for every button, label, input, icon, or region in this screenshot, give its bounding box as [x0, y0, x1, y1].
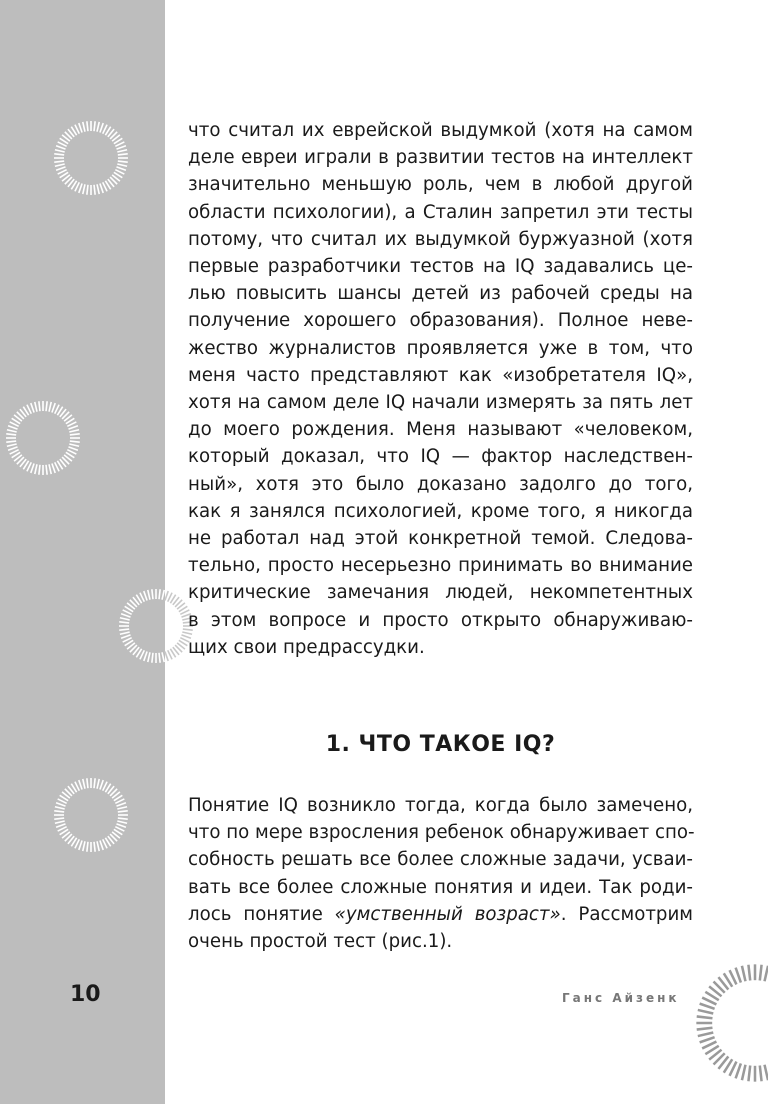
- ring-tick: [56, 167, 65, 170]
- p2-line5-post: . Рассмотрим: [560, 903, 693, 925]
- ring-tick: [46, 401, 47, 411]
- ring-decoration-4: [50, 774, 132, 856]
- p1-line: жество журналистов проявляется уже в том, что: [188, 337, 693, 359]
- ring-tick: [39, 465, 40, 475]
- p1-line: который доказал, что IQ — фактор наследствен-: [188, 446, 693, 468]
- p1-line: первые разработчики тестов на IQ задавались це-: [188, 256, 693, 278]
- paragraph-2: [188, 792, 693, 955]
- ring-tick: [119, 622, 129, 623]
- ring-tick: [83, 122, 85, 132]
- page-number: 10: [70, 982, 101, 1007]
- ring-tick: [100, 123, 103, 132]
- ring-tick: [742, 1065, 746, 1080]
- ring-tick: [94, 185, 95, 195]
- ring-tick: [35, 464, 37, 474]
- ring-tick: [97, 779, 99, 789]
- ring-tick: [69, 444, 79, 446]
- ring-tick: [56, 803, 65, 806]
- ring-tick: [55, 821, 65, 823]
- p1-line: тельно, просто несерьезно принимать во внимание: [188, 555, 693, 577]
- ring-tick: [100, 780, 103, 789]
- ring-tick: [117, 164, 127, 166]
- ring-tick: [79, 123, 82, 132]
- ring-tick: [6, 441, 16, 442]
- ring-tick: [70, 434, 80, 435]
- ring-tick: [148, 652, 150, 662]
- ring-tick: [49, 402, 51, 412]
- ring-tick: [159, 653, 160, 663]
- section-heading: 1. ЧТО ТАКОЕ IQ?: [325, 732, 556, 757]
- ring-tick: [94, 121, 95, 131]
- ring-decoration-5: [690, 958, 768, 1088]
- p1-line: ный», хотя это было доказано задолго до того,: [188, 473, 693, 495]
- ring-tick: [69, 430, 79, 432]
- ring-tick: [742, 966, 746, 981]
- p1-line: области психологии), а Сталин запретил эти тесты: [188, 201, 693, 223]
- ring-tick: [152, 653, 153, 663]
- p2-line5-pre: лось понятие: [188, 903, 335, 925]
- p1-line: до моего рождения. Меня называют «человеком,: [188, 419, 693, 441]
- ring-tick: [87, 185, 88, 195]
- ring-tick: [6, 434, 16, 435]
- ring-tick: [116, 146, 125, 149]
- ring-tick: [121, 614, 130, 617]
- ring-tick: [55, 164, 65, 166]
- ring-tick: [165, 651, 168, 660]
- ring-tick: [144, 651, 147, 660]
- mental-age-term: «умственный возраст»: [334, 903, 561, 925]
- ring-tick: [83, 184, 85, 194]
- running-footer-author: Ганс Айзенк: [562, 991, 680, 1005]
- ring-tick: [79, 840, 82, 849]
- p1-line: получение хорошего образования). Полное неве-: [188, 310, 693, 332]
- p2-line: очень простой тест (рис.1).: [188, 931, 453, 953]
- ring-tick: [118, 811, 128, 812]
- ring-tick: [117, 150, 127, 152]
- ring-tick: [698, 1010, 713, 1014]
- ring-tick: [54, 154, 64, 155]
- ring-tick: [54, 818, 64, 819]
- ring-tick: [700, 1004, 715, 1009]
- ring-tick: [68, 447, 77, 450]
- p1-line: критические замечания людей, некомпетентных: [188, 582, 693, 604]
- ring-tick: [52, 403, 55, 412]
- p1-line: что считал их еврейской выдумкой (хотя на самом: [188, 120, 693, 141]
- ring-tick: [8, 447, 17, 450]
- ring-tick: [8, 426, 17, 429]
- ring-tick: [159, 589, 160, 599]
- ring-tick: [118, 154, 128, 155]
- ring-tick: [94, 842, 95, 852]
- ring-tick: [760, 1066, 762, 1082]
- ring-tick: [100, 840, 103, 849]
- ring-tick: [765, 966, 768, 981]
- ring-tick: [748, 965, 750, 981]
- p1-line: хотя на самом деле IQ начали измерять за пять лет: [188, 392, 693, 414]
- ring-decoration-1: [50, 117, 132, 199]
- ring-tick: [765, 1065, 768, 1080]
- ring-tick: [120, 618, 130, 620]
- ring-tick: [118, 818, 128, 819]
- ring-tick: [100, 183, 103, 192]
- ring-tick: [117, 821, 127, 823]
- p1-line: не работал над этой конкретной темой. Следова-: [188, 528, 693, 550]
- ring-tick: [49, 464, 51, 474]
- ring-tick: [83, 841, 85, 851]
- p2-line: вать все более сложные понятия и идеи. Так роди-: [188, 876, 693, 898]
- ring-tick: [56, 824, 65, 827]
- ring-tick: [54, 161, 64, 162]
- ring-tick: [87, 121, 88, 131]
- ring-tick: [120, 632, 130, 634]
- ring-tick: [68, 426, 77, 429]
- ring-tick: [46, 465, 47, 475]
- ring-tick: [7, 444, 17, 446]
- ring-tick: [79, 780, 82, 789]
- ring-tick: [87, 778, 88, 788]
- paragraph-1: [188, 117, 693, 661]
- ring-decoration-3: [115, 585, 197, 667]
- ring-tick: [760, 965, 762, 981]
- p2-line: Понятие IQ возникло тогда, когда было замечено,: [188, 795, 693, 816]
- ring-tick: [31, 403, 34, 412]
- p1-line: потому, что считал их выдумкой буржуазной (хотя: [188, 228, 693, 250]
- ring-tick: [698, 1033, 713, 1037]
- ring-tick: [117, 807, 127, 809]
- ring-tick: [144, 591, 147, 600]
- ring-tick: [697, 1028, 713, 1030]
- ring-tick: [116, 803, 125, 806]
- ring-tick: [116, 824, 125, 827]
- ring-tick: [97, 122, 99, 132]
- ring-tick: [736, 1063, 741, 1078]
- ring-tick: [83, 779, 85, 789]
- ring-tick: [118, 161, 128, 162]
- ring-tick: [697, 1016, 713, 1018]
- ring-tick: [79, 183, 82, 192]
- p1-line: как я занялся психологией, кроме того, я никогда: [188, 500, 693, 522]
- ring-tick: [162, 590, 164, 600]
- ring-tick: [97, 184, 99, 194]
- ring-tick: [54, 811, 64, 812]
- ring-tick: [39, 401, 40, 411]
- ring-tick: [87, 842, 88, 852]
- ring-tick: [55, 150, 65, 152]
- ring-tick: [700, 1037, 715, 1042]
- ring-tick: [148, 590, 150, 600]
- ring-tick: [7, 430, 17, 432]
- ring-tick: [94, 778, 95, 788]
- ring-tick: [748, 1066, 750, 1082]
- ring-tick: [35, 402, 37, 412]
- ring-tick: [52, 463, 55, 472]
- ring-tick: [97, 841, 99, 851]
- ring-decoration-2: [2, 397, 84, 479]
- ring-tick: [70, 441, 80, 442]
- p1-line: меня часто представляют как «изобретателя IQ»,: [188, 364, 693, 386]
- p1-line: щих свои предрассудки.: [188, 636, 425, 658]
- ring-tick: [121, 635, 130, 638]
- ring-tick: [162, 652, 164, 662]
- p1-line: деле евреи играли в развитии тестов на интеллект: [188, 147, 693, 169]
- ring-tick: [116, 167, 125, 170]
- p2-line: собность решать все более сложные задачи, усваи-: [188, 849, 693, 871]
- ring-tick: [56, 146, 65, 149]
- ring-tick: [152, 589, 153, 599]
- ring-tick: [31, 463, 34, 472]
- ring-tick: [736, 968, 741, 983]
- ring-tick: [55, 807, 65, 809]
- ring-tick: [165, 591, 168, 600]
- p2-line-5: [188, 901, 693, 928]
- p1-line: в этом вопросе и просто открыто обнаруживаю-: [188, 609, 693, 631]
- p1-line: значительно меньшую роль, чем в любой другой: [188, 174, 693, 196]
- p2-line: что по мере взросления ребенок обнаруживает спо-: [188, 822, 695, 844]
- p1-line: лью повысить шансы детей из рабочей среды на: [188, 283, 693, 305]
- ring-tick: [119, 629, 129, 630]
